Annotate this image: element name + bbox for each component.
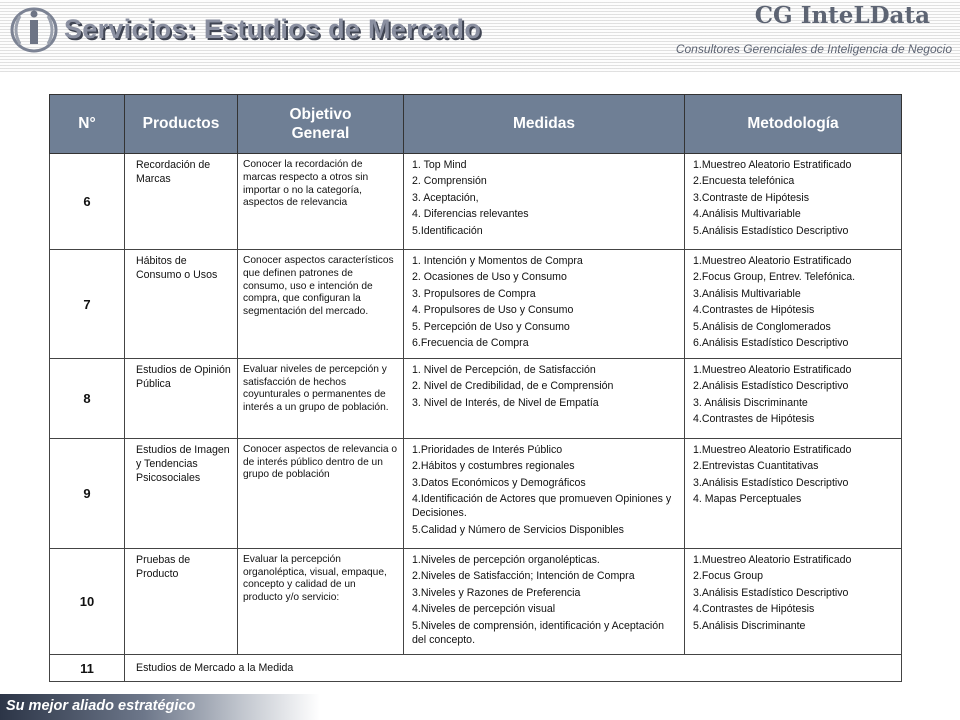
table-row (50, 250, 902, 359)
measure-item: 1. Nivel de Percepción, de Satisfacción (412, 363, 596, 376)
measure-item: 4. Propulsores de Uso y Consumo (412, 304, 574, 317)
measures-list (404, 154, 685, 250)
measures-list (404, 250, 685, 359)
methodology-item: 4. Mapas Perceptuales (693, 493, 802, 506)
column-header: N° (50, 95, 125, 154)
methodology-item: 6.Análisis Estadístico Descriptivo (693, 337, 849, 350)
measure-item: 1. Top Mind (412, 159, 467, 171)
product-name: Hábitos de Consumo o Usos (125, 250, 238, 359)
general-objective: Conocer aspectos característicos que definen patrones de consumo, uso e intención de compra, que configuran la segmentación del mercado. (238, 250, 404, 359)
general-objective: Evaluar la percepción organoléptica, visual, empaque, concepto y calidad de un producto y/o servicio: (238, 548, 404, 654)
measure-item: 2. Nivel de Credibilidad, de e Comprensión (412, 380, 614, 393)
table-header-row (50, 95, 902, 154)
measure-item: 4.Niveles de percepción visual (412, 603, 556, 616)
methodology-list (685, 438, 902, 548)
measures-list (404, 358, 685, 438)
methodology-item: 3.Contraste de Hipótesis (693, 191, 810, 204)
measure-item: 1.Niveles de percepción organolépticas. (412, 553, 600, 566)
table-row (50, 154, 902, 250)
custom-study-label: Estudios de Mercado a la Medida (125, 655, 902, 682)
general-objective: Conocer la recordación de marcas respecto a otros sin importar o no la categoría, aspectos de relevancia (238, 154, 404, 250)
table-row (50, 358, 902, 438)
column-header: Metodología (685, 95, 902, 154)
page-title: Servicios: Estudios de Mercado (64, 14, 482, 44)
table-body (50, 154, 902, 682)
measure-item: 2.Niveles de Satisfacción; Intención de Compra (412, 570, 635, 583)
methodology-item: 2.Focus Group, Entrev. Telefónica. (693, 271, 856, 284)
methodology-item: 2.Encuesta telefónica (693, 175, 795, 188)
measure-item: 1. Intención y Momentos de Compra (412, 255, 583, 267)
product-name: Estudios de Opinión Pública (125, 358, 238, 438)
methodology-item: 2.Entrevistas Cuantitativas (693, 460, 819, 473)
table-row (50, 438, 902, 548)
services-table (49, 94, 902, 682)
methodology-item: 4.Contrastes de Hipótesis (693, 603, 815, 616)
methodology-list (685, 358, 902, 438)
measure-item: 3. Propulsores de Compra (412, 287, 536, 300)
measures-list (404, 548, 685, 654)
methodology-item: 3. Análisis Discriminante (693, 396, 808, 409)
brand-tagline: Consultores Gerenciales de Inteligencia de Negocio (675, 42, 952, 56)
row-number: 7 (50, 250, 125, 359)
methodology-list (685, 548, 902, 654)
methodology-list (685, 154, 902, 250)
measure-item: 5. Percepción de Uso y Consumo (412, 320, 570, 333)
methodology-item: 1.Muestreo Aleatorio Estratificado (693, 159, 852, 171)
brand-name: CG InteLData (754, 2, 930, 29)
measure-item: 2. Ocasiones de Uso y Consumo (412, 271, 567, 284)
measure-item: 1.Prioridades de Interés Público (412, 443, 563, 456)
services-table-container (49, 94, 901, 682)
methodology-list (685, 250, 902, 359)
header-banner (0, 0, 960, 72)
stylized-i-logo-icon (8, 6, 60, 54)
methodology-item: 5.Análisis Estadístico Descriptivo (693, 224, 849, 237)
measures-list (404, 438, 685, 548)
column-header: Objetivo General (238, 95, 404, 154)
row-number: 10 (50, 548, 125, 654)
methodology-item: 3.Análisis Estadístico Descriptivo (693, 476, 849, 489)
table-row (50, 548, 902, 654)
product-name: Recordación de Marcas (125, 154, 238, 250)
column-header: Productos (125, 95, 238, 154)
general-objective: Conocer aspectos de relevancia o de interés público dentro de un grupo de población (238, 438, 404, 548)
methodology-item: 5.Análisis Discriminante (693, 619, 806, 632)
general-objective: Evaluar niveles de percepción y satisfacción de hechos coyunturales o permanentes de interés a un grupo de población. (238, 358, 404, 438)
methodology-item: 1.Muestreo Aleatorio Estratificado (693, 443, 852, 456)
row-number: 8 (50, 358, 125, 438)
methodology-item: 2.Análisis Estadístico Descriptivo (693, 380, 849, 393)
column-header: Medidas (404, 95, 685, 154)
methodology-item: 4.Contrastes de Hipótesis (693, 304, 815, 317)
footer-tagline: Su mejor aliado estratégico (6, 698, 196, 714)
methodology-item: 2.Focus Group (693, 570, 764, 583)
table-row-custom (50, 655, 902, 682)
methodology-item: 4.Análisis Multivariable (693, 208, 801, 221)
measure-item: 2. Comprensión (412, 175, 487, 188)
measure-item: 5.Calidad y Número de Servicios Disponibles (412, 523, 624, 536)
methodology-item: 4.Contrastes de Hipótesis (693, 413, 815, 426)
methodology-item: 3.Análisis Estadístico Descriptivo (693, 586, 849, 599)
measure-item: 6.Frecuencia de Compra (412, 337, 529, 350)
measure-item: 2.Hábitos y costumbres regionales (412, 460, 575, 473)
row-number: 11 (50, 655, 125, 682)
methodology-item: 1.Muestreo Aleatorio Estratificado (693, 553, 852, 566)
measure-item: 3.Datos Económicos y Demográficos (412, 476, 586, 489)
product-name: Pruebas de Producto (125, 548, 238, 654)
methodology-item: 1.Muestreo Aleatorio Estratificado (693, 363, 852, 376)
measure-item: 3. Nivel de Interés, de Nivel de Empatía (412, 396, 599, 409)
measure-item: 4. Diferencias relevantes (412, 208, 529, 221)
measure-item: 3.Niveles y Razones de Preferencia (412, 586, 581, 599)
footer-tagline-banner (0, 694, 320, 720)
methodology-item: 3.Análisis Multivariable (693, 287, 801, 300)
methodology-item: 1.Muestreo Aleatorio Estratificado (693, 255, 852, 267)
measure-item: 5.Niveles de comprensión, identificación y Aceptación del concepto. (412, 619, 665, 646)
row-number: 9 (50, 438, 125, 548)
methodology-item: 5.Análisis de Conglomerados (693, 320, 831, 333)
measure-item: 3. Aceptación, (412, 191, 479, 204)
measure-item: 5.Identificación (412, 224, 483, 237)
measure-item: 4.Identificación de Actores que promueven Opiniones y Decisiones. (412, 493, 672, 520)
product-name: Estudios de Imagen y Tendencias Psicosociales (125, 438, 238, 548)
row-number: 6 (50, 154, 125, 250)
